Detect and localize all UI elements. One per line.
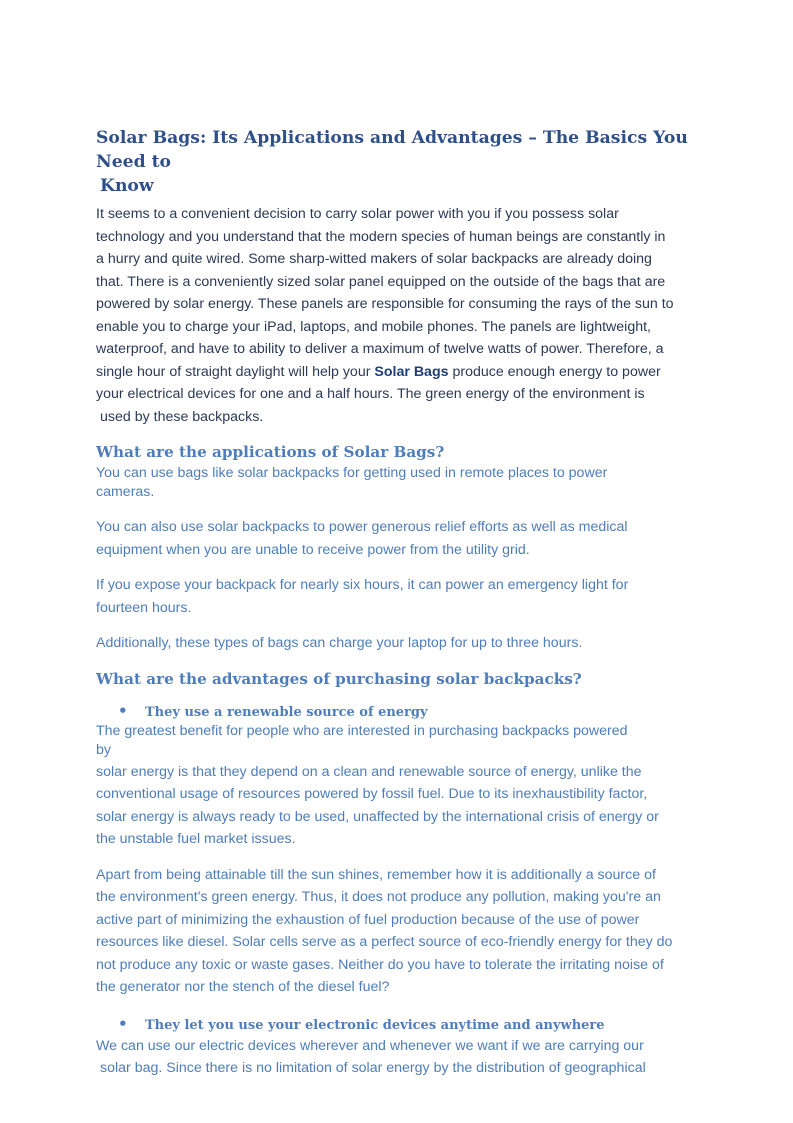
applications-paragraph-2: [96, 516, 696, 561]
text-line: conventional usage of resources powered by fossil fuel. Due to its inexhaustibility factor,: [96, 786, 648, 802]
intro-line: It seems to a convenient decision to carry solar power with you if you possess solar: [96, 206, 619, 222]
bullet-text: They use a renewable source of energy: [145, 704, 428, 720]
text-line: You can also use solar backpacks to power generous relief efforts as well as medical: [96, 519, 628, 535]
text-line: resources like diesel. Solar cells serve as a perfect source of eco-friendly energy for they do: [96, 934, 673, 950]
renewable-paragraph-1: [96, 722, 696, 760]
intro-line: waterproof, and have to ability to deliver a maximum of twelve watts of power. Therefore, a: [96, 341, 664, 357]
text-line: by: [96, 741, 111, 758]
text-line: not produce any toxic or waste gases. Neither do you have to tolerate the irritating noise of: [96, 956, 664, 973]
text-line: the generator nor the stench of the diesel fuel?: [96, 979, 390, 995]
text-line: solar bag. Since there is no limitation of solar energy by the distribution of geographical: [100, 1060, 646, 1076]
advantages-heading: What are the advantages of purchasing solar backpacks?: [96, 669, 582, 688]
text-line: solar energy is always ready to be used, unaffected by the international crisis of energy or: [96, 808, 659, 825]
text-line: fourteen hours.: [96, 599, 192, 616]
intro-line: your electrical devices for one and a half hours. The green energy of the environment is: [96, 386, 645, 402]
title-line-1: Solar Bags: Its Applications and Advantages – The Basics You Need to: [96, 128, 688, 172]
text-line: equipment when you are unable to receive power from the utility grid.: [96, 541, 530, 558]
intro-line: that. There is a conveniently sized solar panel equipped on the outside of the bags that are: [96, 273, 666, 290]
text-line: Apart from being attainable till the sun shines, remember how it is additionally a source of: [96, 866, 656, 883]
text-line: If you expose your backpack for nearly six hours, it can power an emergency light for: [96, 577, 629, 593]
intro-line: used by these backpacks.: [100, 408, 264, 425]
applications-paragraph-1: [96, 464, 696, 502]
bullet-dot-icon: •: [118, 1014, 128, 1033]
document-body: [96, 126, 696, 1080]
bullet-anytime-anywhere: [96, 1014, 696, 1035]
bullet-renewable-energy: [96, 701, 696, 722]
applications-heading: What are the applications of Solar Bags?: [96, 443, 445, 461]
text-line: the environment's green energy. Thus, it does not produce any pollution, making you're an: [96, 889, 661, 905]
renewable-paragraph-2: [96, 864, 696, 999]
bullet-text: They let you use your electronic devices anytime and anywhere: [145, 1017, 605, 1033]
intro-paragraph: [96, 203, 696, 428]
intro-line: single hour of straight daylight will help your: [96, 363, 375, 380]
renewable-paragraph-1-continued: [96, 761, 696, 851]
intro-line: produce enough energy to power: [448, 363, 661, 380]
intro-line: a hurry and quite wired. Some sharp-witted makers of solar backpacks are already doing: [96, 251, 652, 267]
text-line: We can use our electric devices wherever and whenever we want if we are carrying our: [96, 1037, 644, 1054]
text-line: You can use bags like solar backpacks for getting used in remote places to power: [96, 465, 608, 481]
anytime-paragraph-1: [96, 1035, 696, 1080]
intro-line: enable you to charge your iPad, laptops, and mobile phones. The panels are lightweight,: [96, 318, 651, 335]
applications-paragraph-3: [96, 574, 696, 619]
document-title: [96, 126, 696, 198]
intro-line: technology and you understand that the modern species of human beings are constantly in: [96, 228, 666, 245]
text-line: The greatest benefit for people who are interested in purchasing backpacks powered: [96, 722, 628, 739]
applications-paragraph-4: Additionally, these types of bags can charge your laptop for up to three hours.: [96, 635, 583, 651]
text-line: cameras.: [96, 484, 155, 500]
text-line: active part of minimizing the exhaustion of fuel production because of the use of power: [96, 911, 640, 928]
text-line: the unstable fuel market issues.: [96, 831, 296, 847]
bullet-dot-icon: •: [118, 701, 128, 720]
intro-line: powered by solar energy. These panels are responsible for consuming the rays of the sun to: [96, 296, 674, 312]
title-line-2: Know: [100, 176, 154, 196]
solar-bags-keyword: Solar Bags: [374, 363, 449, 380]
text-line: solar energy is that they depend on a clean and renewable source of energy, unlike the: [96, 763, 642, 780]
